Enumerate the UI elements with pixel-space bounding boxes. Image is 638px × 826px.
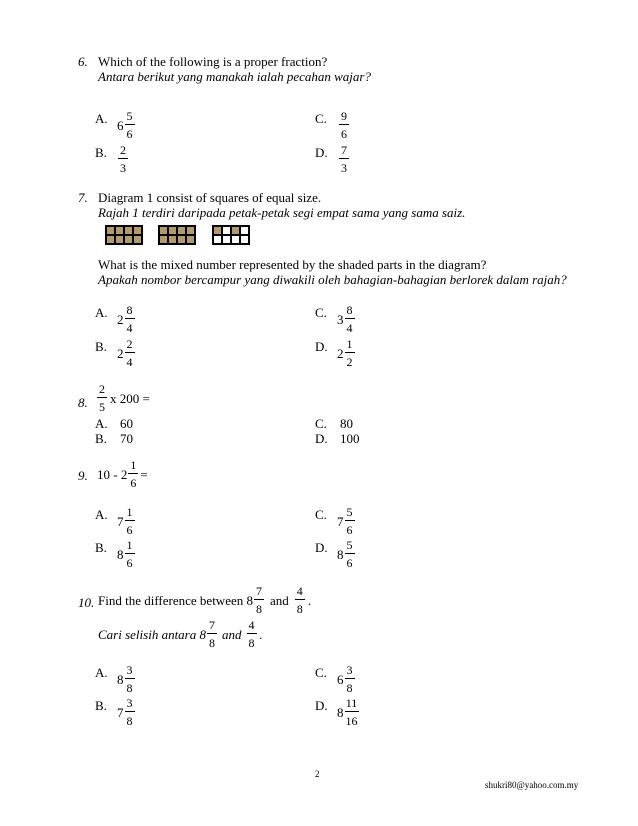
q9-number: 9. [78,468,88,483]
q8-option-d-label: D. [315,431,328,446]
q6-question-ms: Antara berikut yang manakah ialah pecahan wajar? [98,69,371,84]
q9-option-a-label: A. [95,507,108,522]
q9-option-d-value: 8 5 6 [337,538,353,570]
q7-option-d-label: D. [315,339,328,354]
q9-option-b-value: 8 1 6 [117,538,133,570]
q10-option-c-value: 6 3 8 [337,663,353,695]
q10-option-d-value: 8 11 16 [337,696,358,728]
q7-statement-en: Diagram 1 consist of squares of equal size. [98,190,322,205]
q8-option-c-label: C. [315,416,327,431]
q6-option-d-value: 7 3 [341,143,347,175]
q6-option-d-label: D. [315,145,328,160]
q7-option-b-label: B. [95,339,107,354]
q6-number: 6. [78,54,88,69]
q6-option-a-value: 6 5 6 [117,109,133,141]
q9-option-b-label: B. [95,540,107,555]
q10-option-b-label: B. [95,698,107,713]
q9-expression: 10 - 2 1 6 = [97,458,148,490]
q10-question-ms: Cari selisih antara 8 7 8 and 4 8 . [98,618,263,650]
q8-option-a-label: A. [95,416,108,431]
q8-number: 8. [78,395,88,410]
q9-option-a-value: 7 1 6 [117,505,133,537]
diagram-square-1 [105,225,143,245]
q6-option-b-value: 2 3 [120,143,126,175]
q10-number: 10. [78,595,95,610]
q8-option-b-label: B. [95,431,107,446]
q8-expression: 2 5 x 200 = [99,382,150,414]
q10-option-a-label: A. [95,665,108,680]
q7-option-c-label: C. [315,305,327,320]
q7-statement-ms: Rajah 1 terdiri daripada petak-petak segi empat sama yang sama saiz. [98,205,466,220]
q9-option-c-label: C. [315,507,327,522]
q8-option-a-value: 60 [120,416,133,431]
q7-option-a-label: A. [95,305,108,320]
q7-option-b-value: 2 2 4 [117,337,133,369]
q7-option-a-value: 2 8 4 [117,303,133,335]
q8-option-c-value: 80 [340,416,353,431]
diagram-square-3 [212,225,250,245]
q8-option-b-value: 70 [120,431,133,446]
q10-option-d-label: D. [315,698,328,713]
diagram-square-2 [158,225,196,245]
q6-question-en: Which of the following is a proper fraction? [98,54,328,69]
q7-question-ms: Apakah nombor bercampur yang diwakili oleh bahagian-bahagian berlorek dalam rajah? [98,272,567,287]
q7-question-en: What is the mixed number represented by the shaded parts in the diagram? [98,257,487,272]
q7-option-c-value: 3 8 4 [337,303,353,335]
q9-option-d-label: D. [315,540,328,555]
q6-option-c-value: 9 6 [341,109,347,141]
q7-option-d-value: 2 1 2 [337,337,353,369]
q6-option-b-label: B. [95,145,107,160]
q10-question-en: Find the difference between 8 7 8 and 4 8 . [98,584,312,616]
q6-option-c-label: C. [315,111,327,126]
page-number: 2 [315,769,320,779]
q10-option-b-value: 7 3 8 [117,696,133,728]
q6-option-a-label: A. [95,111,108,126]
q10-option-a-value: 8 3 8 [117,663,133,695]
q7-number: 7. [78,190,88,205]
q8-option-d-value: 100 [340,431,360,446]
q10-option-c-label: C. [315,665,327,680]
footer-email: shukri80@yahoo.com.my [485,780,579,790]
q9-option-c-value: 7 5 6 [337,505,353,537]
